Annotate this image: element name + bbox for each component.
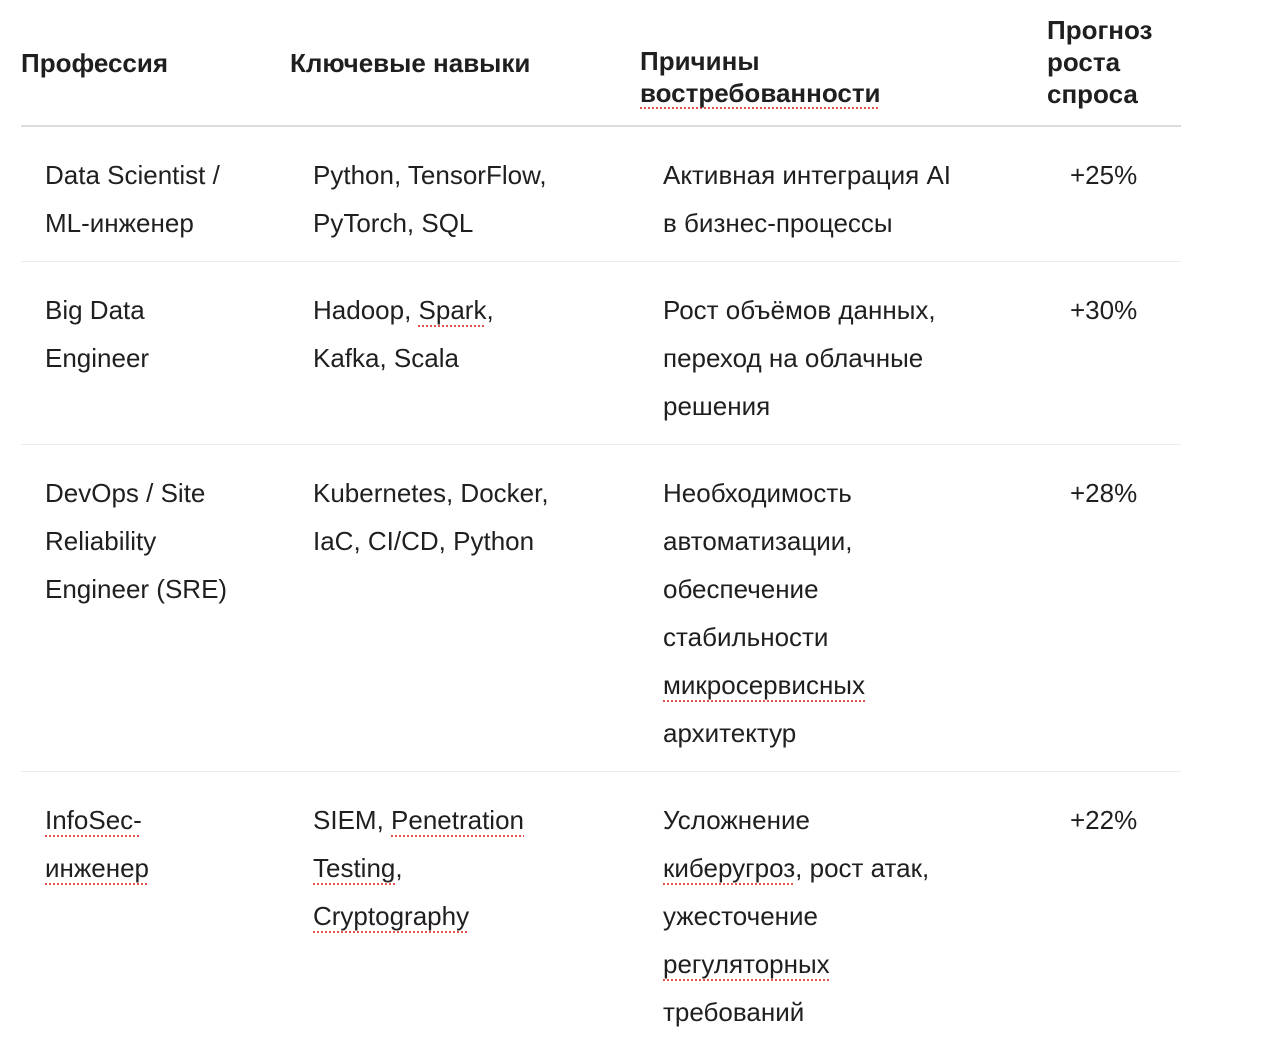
profession-text: Data Scientist / [45,160,220,190]
skills-text: PyTorch, SQL [313,208,474,238]
profession-text: Engineer [45,343,150,373]
skills-fragment-misspelled: Cryptography [313,901,470,931]
header-forecast-line: спроса [1047,79,1138,109]
reasons-fragment-misspelled: киберугроз [663,853,796,883]
skills-text: Python, TensorFlow, [313,160,547,190]
skills-cell [289,127,639,261]
profession-text: Reliability [45,526,157,556]
reasons-text [663,844,1046,892]
profession-text-misspelled: InfoSec- [45,805,142,835]
header-forecast [1046,0,1181,125]
skills-text: IaC, CI/CD, Python [313,526,535,556]
skills-cell [289,262,639,444]
skills-fragment: SIEM, [313,805,392,835]
reasons-text: в бизнес-процессы [663,208,893,238]
reasons-text: Усложнение [663,805,810,835]
skills-text: Kafka, Scala [313,343,459,373]
header-profession [21,0,289,125]
skills-fragment-misspelled: Spark [418,295,487,325]
growth-value: +28% [1070,478,1138,508]
profession-text: Engineer (SRE) [45,574,228,604]
profession-cell [21,127,289,261]
table-header-row [21,0,1181,127]
header-reasons-line: востребованности [640,77,881,108]
skills-text: Kubernetes, Docker, [313,478,549,508]
profession-cell [21,772,289,1050]
growth-value: +30% [1070,295,1138,325]
reasons-text: переход на облачные [663,343,924,373]
table-row [21,262,1181,445]
table-row [21,127,1181,262]
growth-value: +25% [1070,160,1138,190]
reasons-text: решения [663,391,771,421]
skills-fragment-misspelled: Testing [313,853,396,883]
growth-cell [1046,262,1181,444]
skills-fragment-misspelled: Penetration [391,805,524,835]
growth-cell [1046,772,1181,1050]
header-skills [289,0,639,125]
reasons-text: ужесточение [663,901,818,931]
reasons-text: архитектур [663,718,797,748]
reasons-text: Необходимость [663,478,852,508]
reasons-text-misspelled: микросервисных [663,670,865,700]
growth-value: +22% [1070,805,1138,835]
skills-text [313,844,639,892]
skills-fragment: , [486,295,494,325]
skills-text [313,796,639,844]
reasons-cell [639,445,1046,771]
reasons-cell [639,127,1046,261]
growth-cell [1046,445,1181,771]
header-reasons [639,0,1046,125]
table-row [21,772,1181,1050]
reasons-text: требований [663,997,805,1027]
profession-cell [21,445,289,771]
header-forecast-line: роста [1047,47,1121,77]
reasons-cell [639,772,1046,1050]
reasons-text: обеспечение [663,574,819,604]
skills-fragment: , [395,853,403,883]
reasons-text: Активная интеграция AI [663,160,952,190]
reasons-text: Рост объёмов данных, [663,295,936,325]
header-forecast-line: Прогноз [1047,15,1153,45]
profession-text: ML-инженер [45,208,194,238]
header-reasons-line: Причины [640,45,760,76]
reasons-fragment: , рост атак, [795,853,930,883]
profession-cell [21,262,289,444]
growth-cell [1046,127,1181,261]
comparison-table [21,0,1181,1050]
table-row [21,445,1181,772]
reasons-text: автоматизации, [663,526,853,556]
header-skills-label: Ключевые навыки [290,47,531,78]
reasons-cell [639,262,1046,444]
reasons-text: стабильности [663,622,829,652]
skills-cell [289,445,639,771]
header-profession-label: Профессия [21,47,169,78]
profession-text: Big Data [45,295,145,325]
skills-fragment: Hadoop, [313,295,419,325]
skills-cell [289,772,639,1050]
profession-text-misspelled: инженер [45,853,150,883]
profession-text: DevOps / Site [45,478,206,508]
skills-text [313,286,639,334]
reasons-text-misspelled: регуляторных [663,949,830,979]
